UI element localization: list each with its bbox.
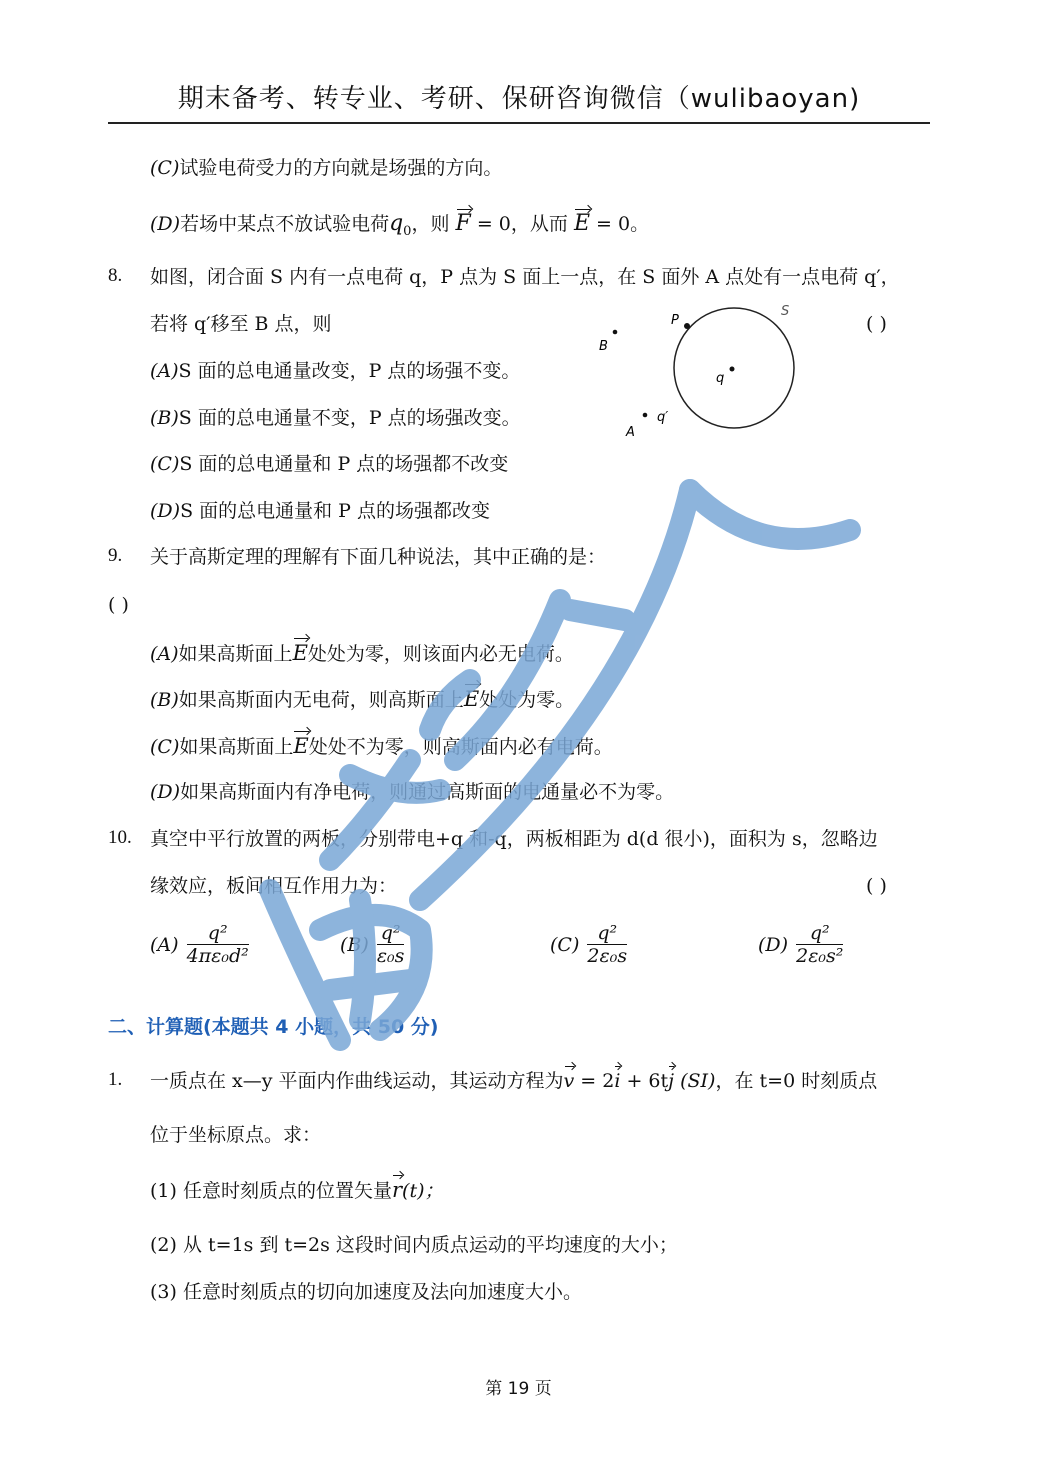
q9-answer-blank: ( ) [108,594,129,616]
q8-option-b: (B)S 面的总电通量不变，P 点的场强改变。 [150,407,521,429]
q8-stem-line1: 如图，闭合面 S 内有一点电荷 q，P 点为 S 面上一点，在 S 面外 A 点处有一点电荷 q′， [150,266,900,288]
q7-option-c: (C)试验电荷受力的方向就是场强的方向。 [150,157,503,179]
q8-number: 8. [108,265,123,286]
label-a: A [626,425,635,440]
q7-option-d: (D)若场中某点不放试验电荷$q_0$，则 F = 0，从而 E = 0。 [150,211,650,239]
label-b: B [599,339,608,354]
vector-e: E [292,641,308,665]
watermark-stroke [690,490,850,539]
vector-e: E [463,687,480,711]
fraction: $\frac{\text{q²}}{\text{ε₀s}}$ [376,922,405,967]
section-title: 二、计算题(本题共 4 小题，共 50 分) [108,1016,439,1038]
calc1-part-2: (2) 从 t=1s 到 t=2s 这段时间内质点运动的平均速度的大小； [150,1234,678,1256]
q8-option-d: (D)S 面的总电通量和 P 点的场强都改变 [150,500,490,522]
charge-q-dot [730,367,735,372]
q10-option-a: (A) $\frac{\text{q²}}{\text{4πε₀d²}}$ [150,922,249,967]
q9-option-b: (B)如果高斯面内无电荷，则高斯面上E处处为零。 [150,687,575,711]
calc1-number: 1. [108,1069,123,1090]
vector-r: r [391,1178,403,1202]
charge-q-prime-dot [643,413,648,418]
watermark-stroke [570,610,625,620]
q9-option-a: (A)如果高斯面上E处处为零，则该面内必无电荷。 [150,641,574,665]
vector-v: v [563,1070,575,1092]
vector-e: E [573,211,590,236]
q10-stem-line1: 真空中平行放置的两板，分别带电+q 和-q，两板相距为 d(d 很小)，面积为 s，忽略边 [150,828,878,850]
calc1-stem-line1: 一质点在 x—y 平面内作曲线运动，其运动方程为v = 2i + 6tj (SI)，在 t=0 时刻质点 [150,1070,878,1092]
vector-e: E [293,734,309,758]
q10-option-b: (B) $\frac{\text{q²}}{\text{ε₀s}}$ [340,922,405,967]
fraction: $\frac{\text{q²}}{\text{2ε₀s²}}$ [796,922,844,967]
q8-option-a: (A)S 面的总电通量改变，P 点的场强不变。 [150,360,521,382]
point-p-dot [684,323,690,329]
q10-number: 10. [108,827,132,848]
header-title: 期末备考、转专业、考研、保研咨询微信（wulibaoyan) [177,84,861,114]
watermark-stroke [330,980,410,990]
label-s: S [781,304,790,319]
q8-option-c: (C)S 面的总电通量和 P 点的场强都不改变 [150,453,509,475]
page-header [108,72,930,124]
label-q-prime: q′ [657,410,669,425]
fraction: $\frac{\text{q²}}{\text{4πε₀d²}}$ [186,922,249,967]
q9-option-d: (D)如果高斯面内有净电荷，则通过高斯面的电通量必不为零。 [150,781,675,803]
label-p: P [671,313,679,328]
q10-option-d: (D) $\frac{\text{q²}}{\text{2ε₀s²}}$ [758,922,844,967]
q9-option-c: (C)如果高斯面上E处处不为零，则高斯面内必有电荷。 [150,734,613,758]
vector-i: i [614,1070,621,1092]
calc1-part-1: (1) 任意时刻质点的位置矢量r(t)； [150,1178,444,1202]
q8-answer-blank: ( ) [866,313,887,335]
calc1-stem-line2: 位于坐标原点。求： [150,1124,322,1146]
q9-stem: 关于高斯定理的理解有下面几种说法，其中正确的是： [150,546,607,568]
calc1-part-3: (3) 任意时刻质点的切向加速度及法向加速度大小。 [150,1281,582,1303]
page-footer: 第 19 页 [485,1379,552,1399]
q10-stem-line2: 缘效应，板间相互作用力为： [150,875,398,897]
point-b-dot [613,330,618,335]
q8-stem-line2: 若将 q′移至 B 点，则 [150,313,332,335]
q10-answer-blank: ( ) [866,875,887,897]
q8-figure [590,295,810,445]
q10-option-c: (C) $\frac{\text{q²}}{\text{2ε₀s}}$ [550,922,628,967]
fraction: $\frac{\text{q²}}{\text{2ε₀s}}$ [587,922,628,967]
vector-f: F [455,211,471,236]
label-q: q [716,371,725,386]
vector-j: j [668,1070,675,1092]
q9-number: 9. [108,545,123,566]
